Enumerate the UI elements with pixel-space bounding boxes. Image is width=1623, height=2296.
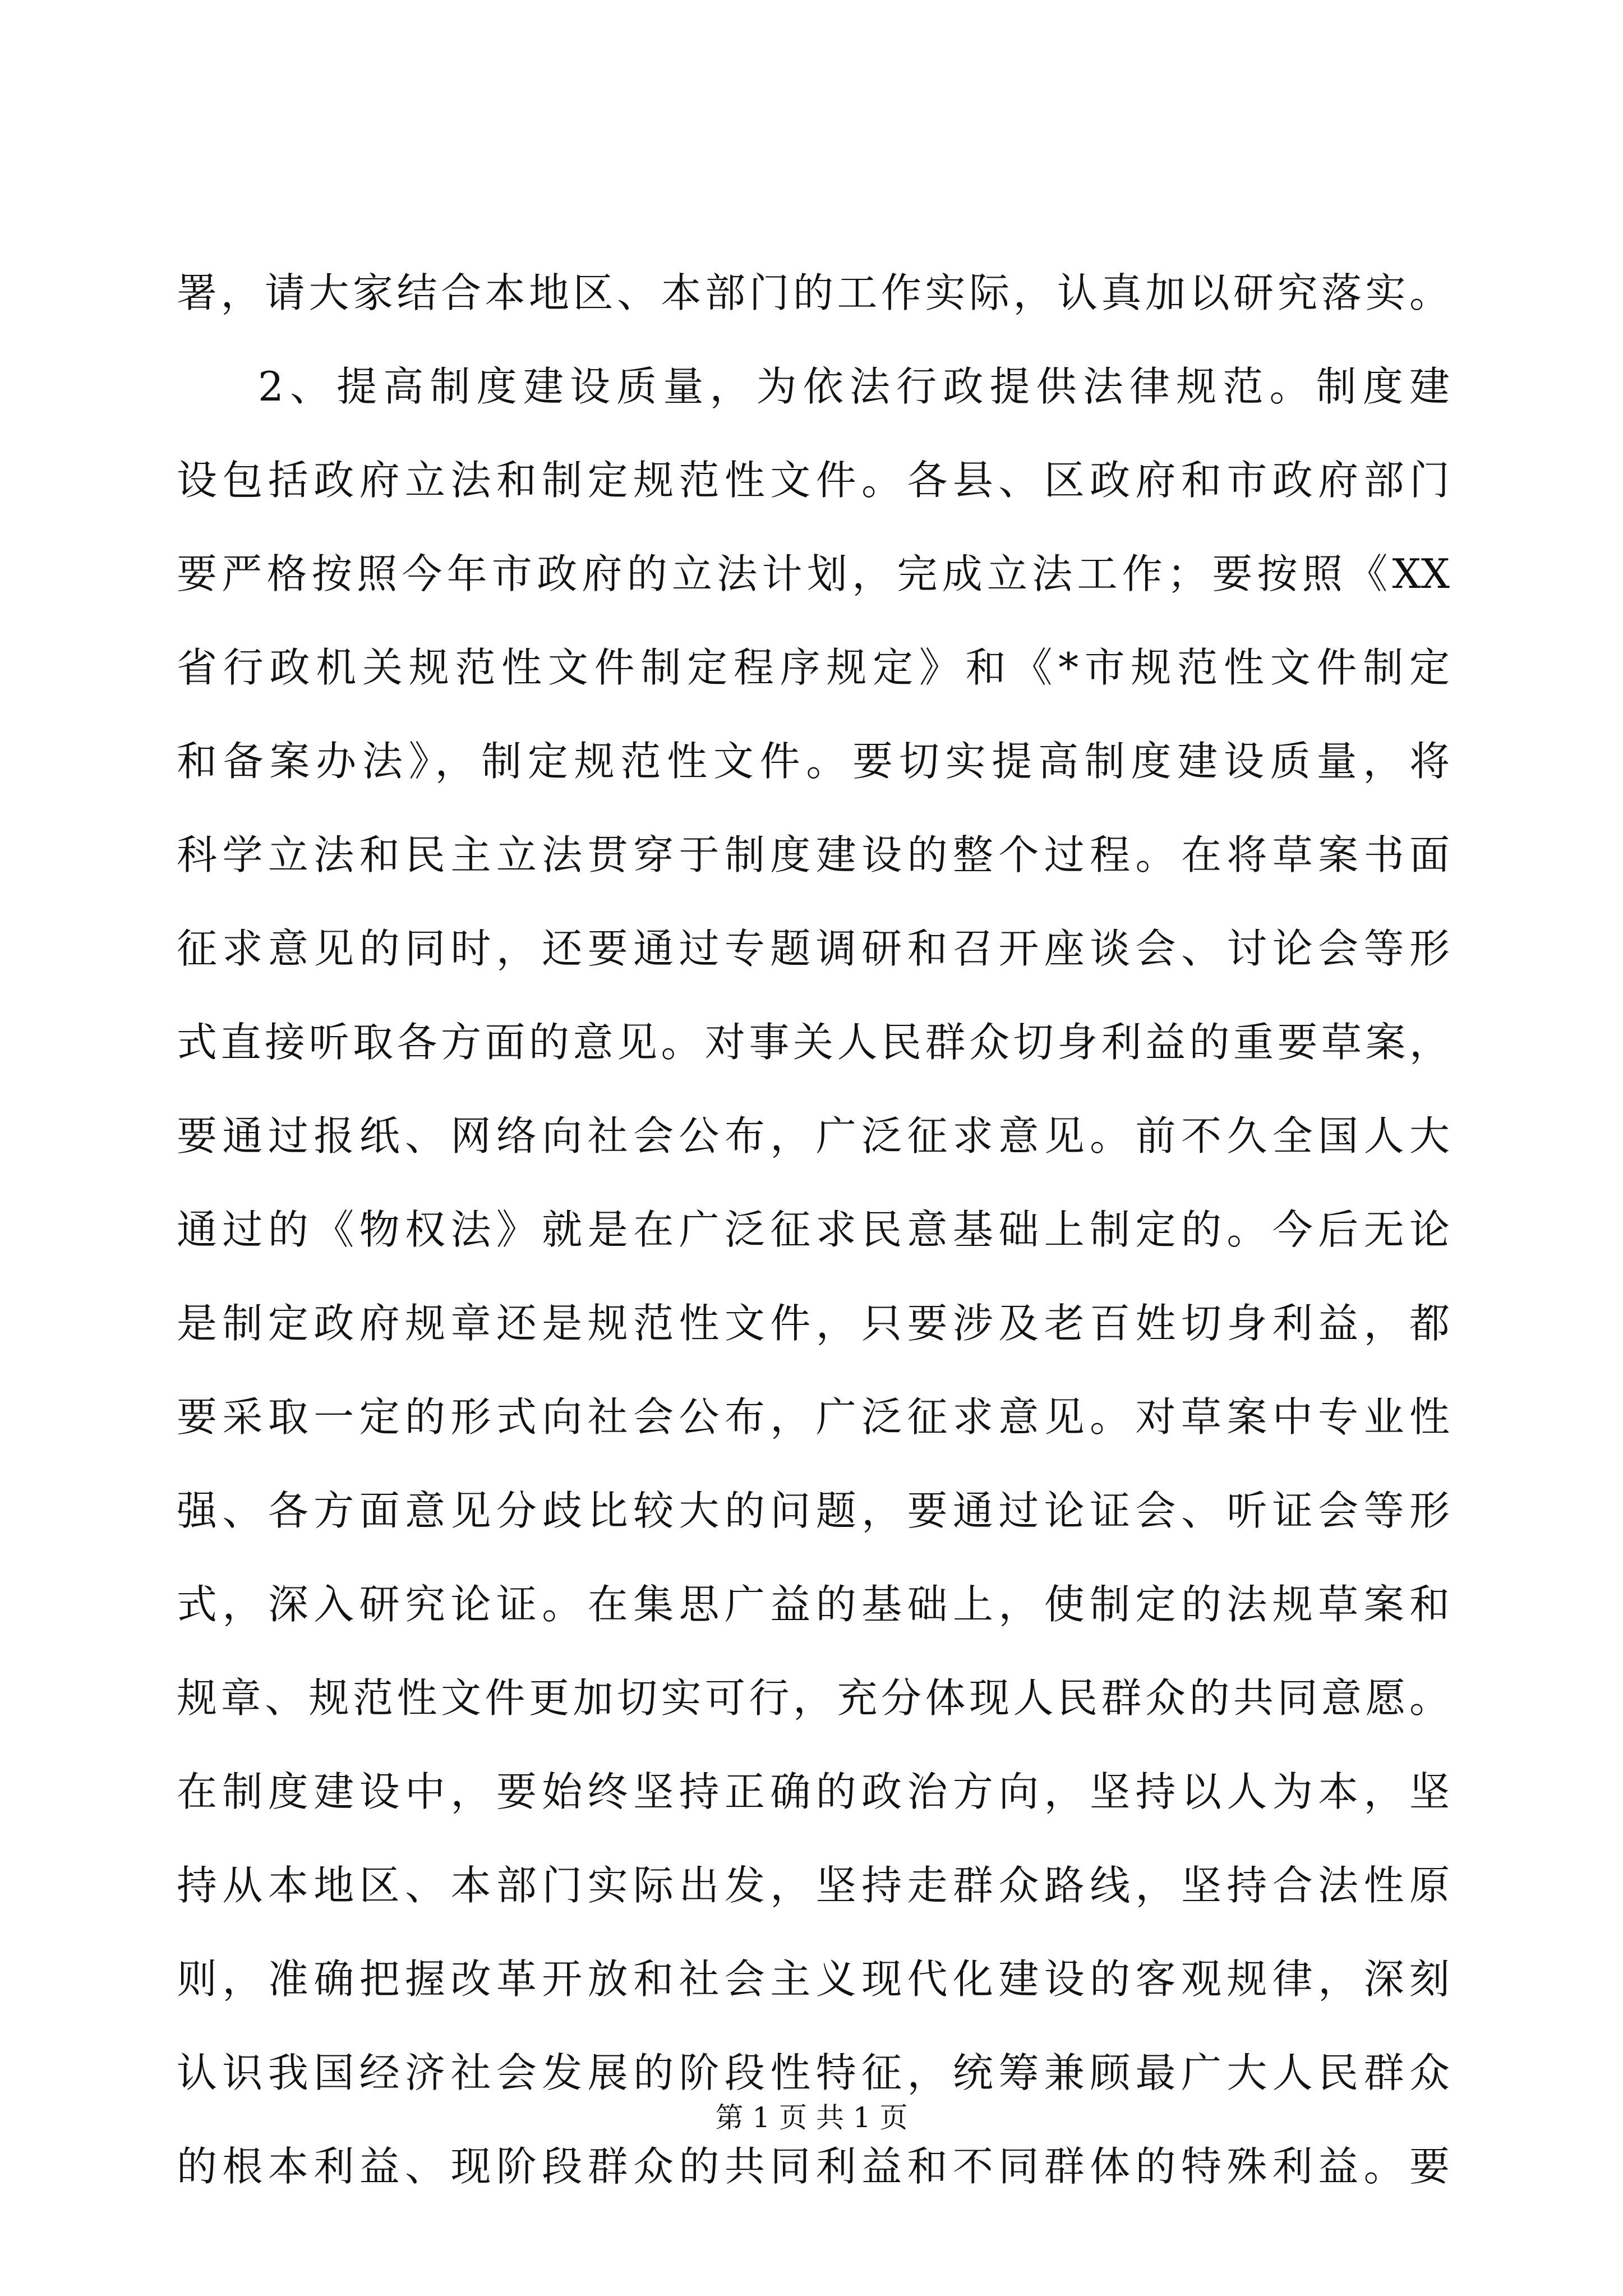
text-line: 认识我国经济社会发展的阶段性特征，统筹兼顾最广大人民群众 [177, 2049, 1450, 2096]
text-line: 的根本利益、现阶段群众的共同利益和不同群体的特殊利益。要 [177, 2142, 1450, 2190]
text-line: 省行政机关规范性文件制定程序规定》和《*市规范性文件制定 [177, 643, 1450, 691]
text-line: 式，深入研究论证。在集思广益的基础上，使制定的法规草案和 [177, 1580, 1450, 1628]
text-line: 通过的《物权法》就是在广泛征求民意基础上制定的。今后无论 [177, 1205, 1450, 1253]
text-line: 在制度建设中，要始终坚持正确的政治方向，坚持以人为本，坚 [177, 1768, 1450, 1815]
text-line: 和备案办法》，制定规范性文件。要切实提高制度建设质量，将 [177, 737, 1450, 785]
text-line: 要通过报纸、网络向社会公布，广泛征求意见。前不久全国人大 [177, 1112, 1450, 1159]
text-line: 则，准确把握改革开放和社会主义现代化建设的客观规律，深刻 [177, 1955, 1450, 2003]
text-line: 强、各方面意见分歧比较大的问题，要通过论证会、听证会等形 [177, 1487, 1450, 1534]
text-line: 科学立法和民主立法贯穿于制度建设的整个过程。在将草案书面 [177, 831, 1450, 878]
text-line: 要采取一定的形式向社会公布，广泛征求意见。对草案中专业性 [177, 1393, 1450, 1441]
text-line: 是制定政府规章还是规范性文件，只要涉及老百姓切身利益，都 [177, 1299, 1450, 1347]
text-line: 2、提高制度建设质量，为依法行政提供法律规范。制度建 [258, 362, 1450, 410]
text-line: 式直接听取各方面的意见。对事关人民群众切身利益的重要草案， [177, 1018, 1450, 1066]
text-line: 署，请大家结合本地区、本部门的工作实际，认真加以研究落实。 [177, 269, 1450, 316]
text-line: 征求意见的同时，还要通过专题调研和召开座谈会、讨论会等形 [177, 924, 1450, 972]
text-line: 持从本地区、本部门实际出发，坚持走群众路线，坚持合法性原 [177, 1861, 1450, 1909]
text-line: 要严格按照今年市政府的立法计划，完成立法工作；要按照《XX [177, 550, 1450, 597]
body-text [177, 242, 1450, 2210]
text-line: 设包括政府立法和制定规范性文件。各县、区政府和市政府部门 [177, 456, 1450, 504]
text-line: 规章、规范性文件更加切实可行，充分体现人民群众的共同意愿。 [177, 1674, 1450, 1722]
page-footer: 第 1 页 共 1 页 [715, 2101, 908, 2134]
